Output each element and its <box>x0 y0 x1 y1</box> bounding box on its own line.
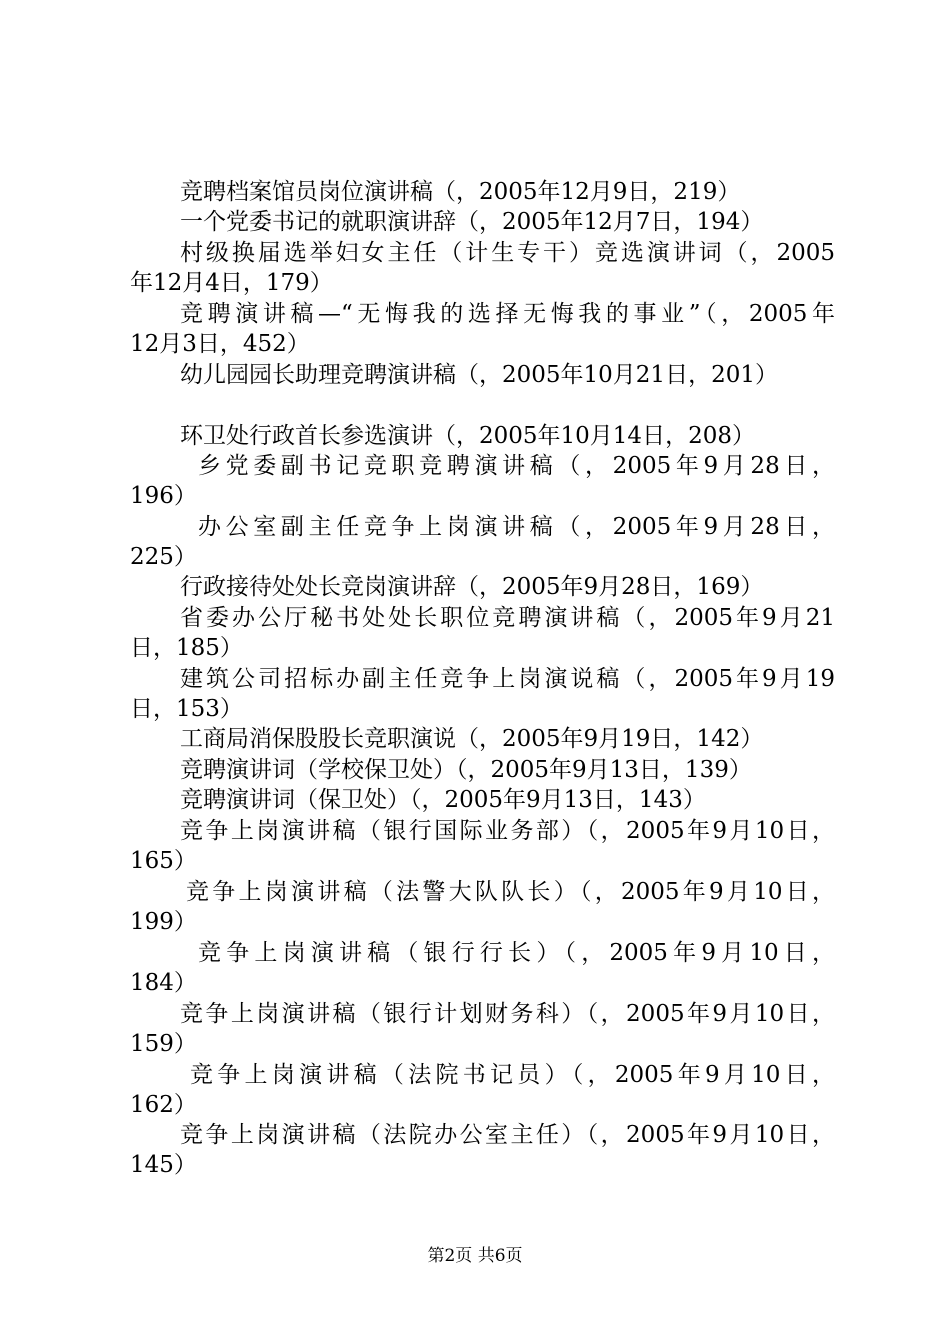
entry-line: 竞聘演讲稿—“无悔我的选择无悔我的事业”（，2005年 <box>180 301 835 327</box>
entry-line-continued: 12月3日，452） <box>130 331 310 357</box>
entry-line: 竞聘演讲词（保卫处）（，2005年9月13日，143） <box>180 787 706 813</box>
entry-line: 办公室副主任竞争上岗演讲稿（，2005年9月28日， <box>198 514 835 540</box>
entry-line: 工商局消保股股长竞职演说（，2005年9月19日，142） <box>180 726 764 752</box>
list-item <box>130 512 835 572</box>
entry-line: 建筑公司招标办副主任竞争上岗演说稿（，2005年9月19 <box>180 666 835 692</box>
entry-line-continued: 日，185） <box>130 635 243 661</box>
entry-line: 竞争上岗演讲稿（法院办公室主任）（，2005年9月10日， <box>180 1122 835 1148</box>
entry-line-continued: 184） <box>130 970 197 996</box>
list-item <box>130 451 835 511</box>
entry-line-continued: 199） <box>130 909 197 935</box>
entry-line: 竞争上岗演讲稿（银行行长）（，2005年9月10日， <box>198 940 835 966</box>
list-item <box>130 999 835 1059</box>
entry-line: 乡党委副书记竞职竞聘演讲稿（，2005年9月28日， <box>198 453 835 479</box>
list-item <box>130 938 835 998</box>
entry-line: 竞争上岗演讲稿（银行国际业务部）（，2005年9月10日， <box>180 818 835 844</box>
list-item <box>130 816 835 876</box>
list-item <box>130 724 835 754</box>
list-item <box>130 207 835 237</box>
entry-line: 幼儿园园长助理竞聘演讲稿（，2005年10月21日，201） <box>180 362 778 388</box>
entry-line-continued: 225） <box>130 544 197 570</box>
page-number-footer: 第2页 共6页 <box>427 1246 523 1266</box>
list-item <box>130 177 835 207</box>
entry-line: 环卫处行政首长参选演讲（，2005年10月14日，208） <box>180 423 755 449</box>
entry-line: 一个党委书记的就职演讲辞（，2005年12月7日，194） <box>180 209 764 235</box>
entry-line: 省委办公厅秘书处处长职位竞聘演讲稿（，2005年9月21 <box>180 605 835 631</box>
list-item <box>130 572 835 602</box>
entry-line-continued: 145） <box>130 1152 197 1178</box>
entry-line-continued: 年12月4日，179） <box>130 270 333 296</box>
list-item <box>130 299 835 359</box>
entry-line-continued: 196） <box>130 483 197 509</box>
list-item <box>130 238 835 298</box>
entry-line: 村级换届选举妇女主任（计生专干）竞选演讲词（，2005 <box>180 240 835 266</box>
entry-line: 竞争上岗演讲稿（法院书记员）（，2005年9月10日， <box>190 1062 835 1088</box>
entry-line: 竞聘档案馆员岗位演讲稿（，2005年12月9日，219） <box>180 179 741 205</box>
entry-line: 竞聘演讲词（学校保卫处）（，2005年9月13日，139） <box>180 757 752 783</box>
entry-line-continued: 165） <box>130 848 197 874</box>
list-item <box>130 1060 835 1120</box>
list-item <box>130 664 835 724</box>
list-item <box>130 755 835 785</box>
entry-line: 竞争上岗演讲稿（法警大队队长）（，2005年9月10日， <box>186 879 835 905</box>
list-item <box>130 1120 835 1180</box>
entry-line: 竞争上岗演讲稿（银行计划财务科）（，2005年9月10日， <box>180 1001 835 1027</box>
list-item <box>130 877 835 937</box>
list-item <box>130 603 835 663</box>
entry-line: 行政接待处处长竞岗演讲辞（，2005年9月28日，169） <box>180 574 764 600</box>
entry-line-continued: 162） <box>130 1092 197 1118</box>
list-item <box>130 421 835 451</box>
list-item <box>130 360 835 390</box>
entry-line-continued: 日，153） <box>130 696 243 722</box>
entry-line-continued: 159） <box>130 1031 197 1057</box>
list-item <box>130 785 835 815</box>
